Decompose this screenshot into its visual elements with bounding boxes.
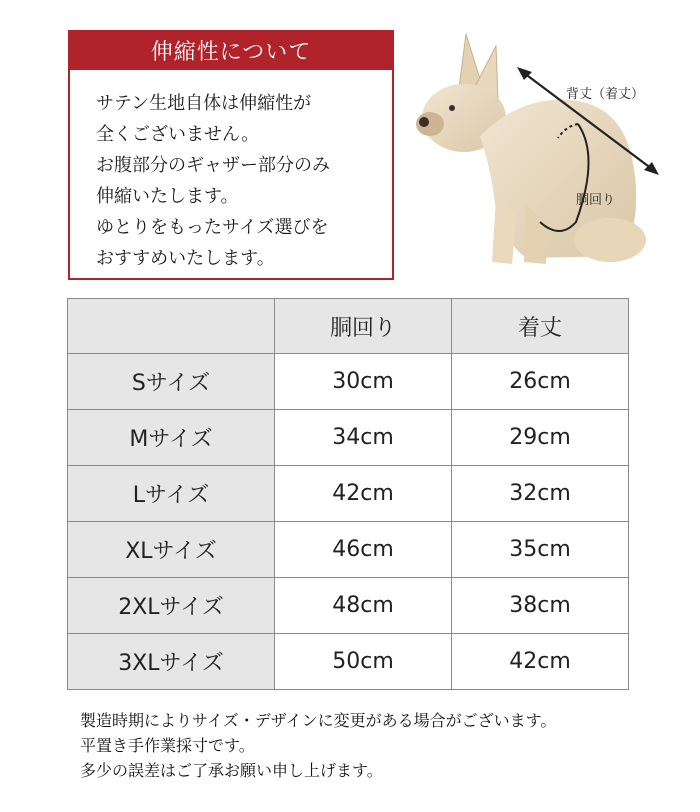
- table-row: [68, 354, 629, 410]
- note-line: 多少の誤差はご了承お願い申し上げます。: [80, 761, 383, 780]
- size-label: Mサイズ: [68, 410, 275, 466]
- table-row: [68, 410, 629, 466]
- size-label: Lサイズ: [68, 466, 275, 522]
- note-line: 平置き手作業採寸です。: [80, 736, 255, 755]
- info-line: ゆとりをもったサイズ選びを: [96, 217, 329, 238]
- info-title: 伸縮性について: [68, 30, 394, 70]
- size-label: 2XLサイズ: [68, 578, 275, 634]
- length-value: 38cm: [452, 578, 629, 634]
- info-line: お腹部分のギャザー部分のみ: [96, 155, 330, 176]
- size-label: 3XLサイズ: [68, 634, 275, 690]
- length-value: 29cm: [452, 410, 629, 466]
- dog-measurement-diagram: [400, 26, 700, 274]
- girth-value: 30cm: [275, 354, 452, 410]
- note-line: 製造時期によりサイズ・デザインに変更がある場合がございます。: [80, 711, 557, 730]
- table-header-length: 着丈: [452, 299, 629, 354]
- girth-value: 50cm: [275, 634, 452, 690]
- length-value: 35cm: [452, 522, 629, 578]
- size-table: [67, 298, 629, 690]
- size-label: Sサイズ: [68, 354, 275, 410]
- table-header-blank: [68, 299, 275, 354]
- length-value: 26cm: [452, 354, 629, 410]
- table-header-girth: 胴回り: [275, 299, 452, 354]
- info-line: おすすめいたします。: [96, 248, 275, 269]
- info-line: サテン生地自体は伸縮性が: [96, 93, 312, 114]
- info-line: 伸縮いたします。: [96, 186, 239, 207]
- girth-value: 42cm: [275, 466, 452, 522]
- girth-value: 46cm: [275, 522, 452, 578]
- girth-value: 48cm: [275, 578, 452, 634]
- notes: [80, 708, 680, 783]
- table-row: [68, 578, 629, 634]
- girth-label: 胴回り: [576, 193, 616, 208]
- length-value: 42cm: [452, 634, 629, 690]
- table-row: [68, 466, 629, 522]
- table-header-row: [68, 299, 629, 354]
- dog-illustration: [400, 26, 700, 274]
- info-line: 全くございません。: [96, 124, 260, 145]
- size-label: XLサイズ: [68, 522, 275, 578]
- table-row: [68, 634, 629, 690]
- info-text: [96, 88, 392, 274]
- back-length-label: 背丈（着丈）: [566, 87, 645, 102]
- table-row: [68, 522, 629, 578]
- length-value: 32cm: [452, 466, 629, 522]
- girth-value: 34cm: [275, 410, 452, 466]
